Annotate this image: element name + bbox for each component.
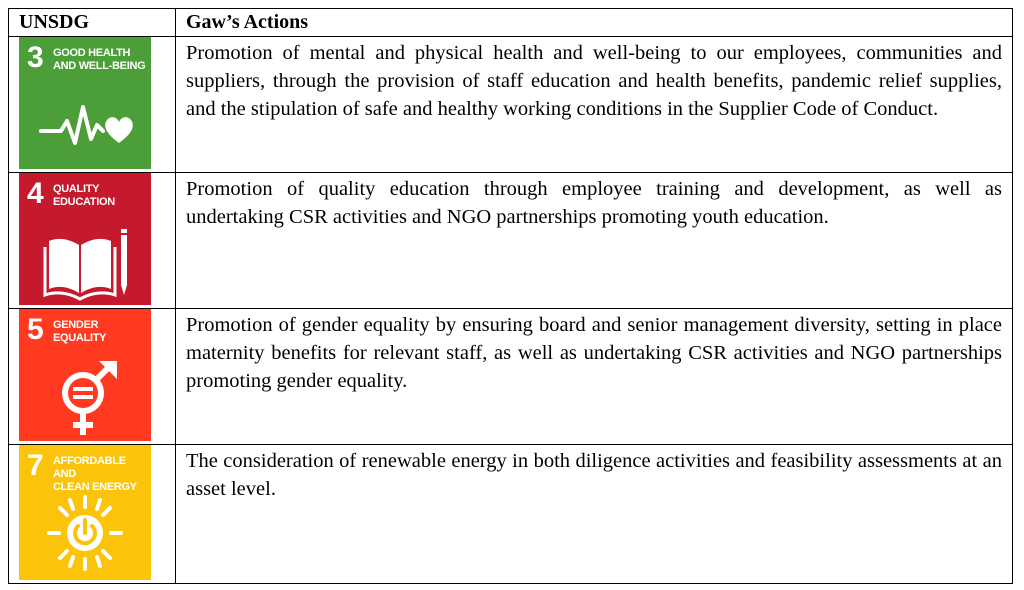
- sdg-title: GOOD HEALTH AND WELL-BEING: [53, 46, 146, 72]
- action-text: The consideration of renewable energy in both diligence activities and feasibility assessments at an asset level.: [176, 444, 1013, 583]
- book-pencil-icon: [35, 221, 135, 301]
- sdg-number: 5: [27, 312, 44, 346]
- sun-power-icon: [35, 493, 135, 573]
- header-actions: Gaw’s Actions: [176, 9, 1013, 37]
- gender-equality-icon: [35, 357, 135, 437]
- sdg-title: GENDER EQUALITY: [53, 318, 107, 344]
- action-text: Promotion of gender equality by ensuring board and senior management diversity, setting in place maternity benefits for relevant staff, as well as undertaking CSR activities and NGO partnerships promoting gender equality.: [176, 308, 1013, 444]
- sdg-tile-7: [19, 445, 151, 580]
- sdg-title: AFFORDABLE AND CLEAN ENERGY: [53, 454, 137, 493]
- action-text: Promotion of mental and physical health and well-being to our employees, communities and suppliers, through the provision of staff education and health benefits, pandemic relief supplies, and the stipulation of safe and healthy working conditions in the Supplier Code of Conduct.: [176, 36, 1013, 172]
- sdg-cell: [9, 308, 176, 444]
- sdg-tile-3: [19, 37, 151, 169]
- sdg-cell: [9, 172, 176, 308]
- action-text: Promotion of quality education through employee training and development, as well as undertaking CSR activities and NGO partnerships promoting youth education.: [176, 172, 1013, 308]
- header-unsdg: UNSDG: [9, 9, 176, 37]
- sdg-cell: [9, 444, 176, 583]
- sdg-tile-4: [19, 173, 151, 305]
- sdg-tile-5: [19, 309, 151, 441]
- table-row: [9, 172, 1013, 308]
- table-row: [9, 308, 1013, 444]
- heartbeat-icon: [35, 85, 135, 165]
- table-header-row: [9, 9, 1013, 37]
- sdg-title: QUALITY EDUCATION: [53, 182, 115, 208]
- sdg-cell: [9, 36, 176, 172]
- sdg-number: 7: [27, 448, 44, 482]
- sdg-number: 4: [27, 176, 44, 210]
- table-row: [9, 444, 1013, 583]
- sdg-actions-table: [8, 8, 1013, 584]
- table-row: [9, 36, 1013, 172]
- sdg-number: 3: [27, 40, 44, 74]
